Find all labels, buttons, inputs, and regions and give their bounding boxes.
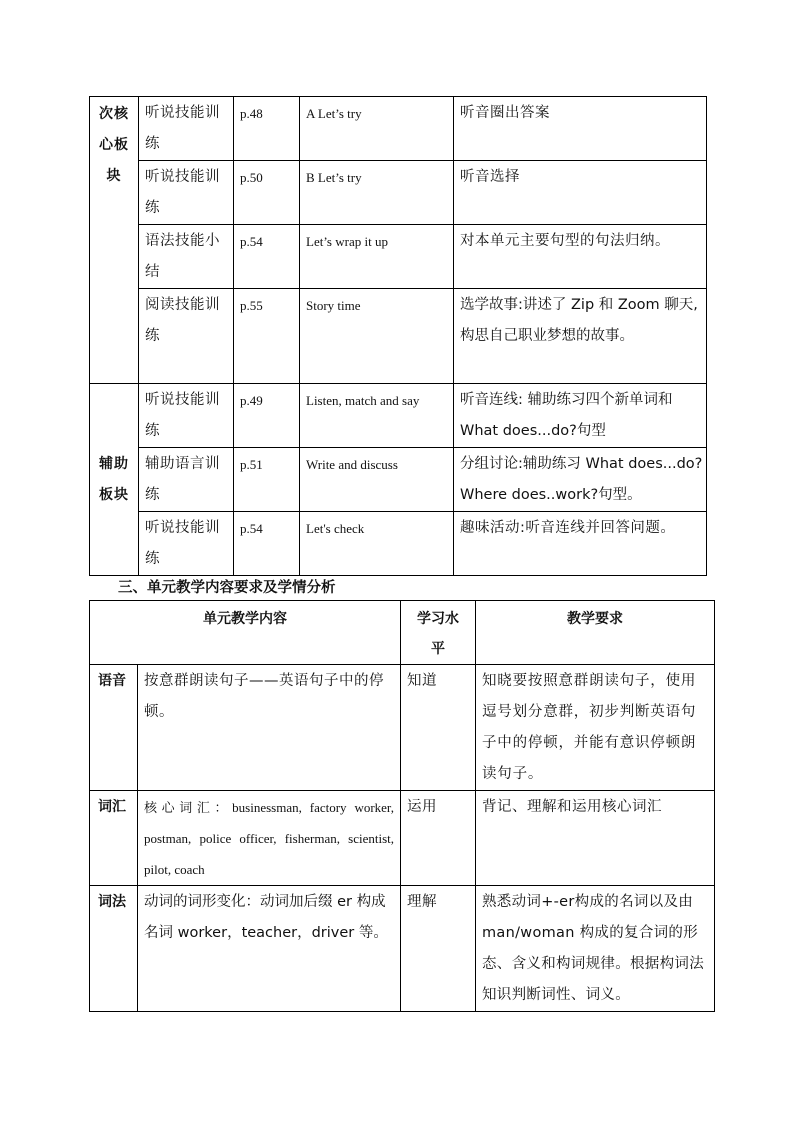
level-cell: 理解 [401, 886, 476, 1012]
requirement-cell: 背记、理解和运用核心词汇 [476, 791, 715, 886]
table-row [90, 384, 707, 448]
activity-cell: Let’s wrap it up [300, 225, 454, 289]
content-cell: 按意群朗读句子——英语句子中的停顿。 [138, 665, 401, 791]
requirement-cell: 熟悉动词+-er构成的名词以及由 man/woman 构成的复合词的形态、含义和构词规律。根据构词法知识判断词性、词义。 [476, 886, 715, 1012]
group-label: 辅助板块 [90, 384, 139, 576]
module-cell: 语法技能小结 [139, 225, 234, 289]
table-header-row [90, 601, 715, 665]
content-cell: 核心词汇：businessman, factory worker, postman, police officer, fisherman, scientist, pilot, coach [138, 791, 401, 886]
category-cell: 词法 [90, 886, 138, 1012]
description-cell: 选学故事:讲述了 Zip 和 Zoom 聊天,构思自己职业梦想的故事。 [454, 289, 707, 384]
group-label: 次核心板块 [90, 97, 139, 384]
table-row [90, 289, 707, 384]
activity-cell: Let's check [300, 512, 454, 576]
page-cell: p.54 [234, 512, 300, 576]
description-cell: 对本单元主要句型的句法归纳。 [454, 225, 707, 289]
table-row [90, 665, 715, 791]
section-heading: 三、单元教学内容要求及学情分析 [118, 580, 336, 596]
category-cell: 词汇 [90, 791, 138, 886]
requirement-cell: 知晓要按照意群朗读句子，使用逗号划分意群，初步判断英语句子中的停顿，并能有意识停顿朗读句子。 [476, 665, 715, 791]
page-cell: p.55 [234, 289, 300, 384]
table-row [90, 886, 715, 1012]
level-cell: 运用 [401, 791, 476, 886]
page-cell: p.50 [234, 161, 300, 225]
activity-cell: B Let’s try [300, 161, 454, 225]
module-cell: 听说技能训练 [139, 161, 234, 225]
module-cell: 听说技能训练 [139, 97, 234, 161]
module-cell: 听说技能训练 [139, 384, 234, 448]
module-cell: 辅助语言训练 [139, 448, 234, 512]
module-cell: 听说技能训练 [139, 512, 234, 576]
description-cell: 听音选择 [454, 161, 707, 225]
level-cell: 知道 [401, 665, 476, 791]
header-requirement: 教学要求 [476, 601, 715, 665]
table-row [90, 791, 715, 886]
header-level: 学习水平 [401, 601, 476, 665]
table-row [90, 161, 707, 225]
description-cell: 听音连线: 辅助练习四个新单词和 What does...do?句型 [454, 384, 707, 448]
activity-cell: Write and discuss [300, 448, 454, 512]
table-row [90, 97, 707, 161]
page-cell: p.51 [234, 448, 300, 512]
table-row [90, 225, 707, 289]
activity-cell: A Let’s try [300, 97, 454, 161]
module-table [89, 96, 707, 576]
requirements-table [89, 600, 715, 1012]
category-cell: 语音 [90, 665, 138, 791]
content-cell: 动词的词形变化：动词加后缀 er 构成名词 worker，teacher，driver 等。 [138, 886, 401, 1012]
activity-cell: Listen, match and say [300, 384, 454, 448]
page-cell: p.54 [234, 225, 300, 289]
table-row [90, 512, 707, 576]
module-cell: 阅读技能训练 [139, 289, 234, 384]
activity-cell: Story time [300, 289, 454, 384]
table-row [90, 448, 707, 512]
page-cell: p.48 [234, 97, 300, 161]
description-cell: 趣味活动:听音连线并回答问题。 [454, 512, 707, 576]
description-cell: 分组讨论:辅助练习 What does...do? Where does..work?句型。 [454, 448, 707, 512]
description-cell: 听音圈出答案 [454, 97, 707, 161]
header-content: 单元教学内容 [90, 601, 401, 665]
page-cell: p.49 [234, 384, 300, 448]
